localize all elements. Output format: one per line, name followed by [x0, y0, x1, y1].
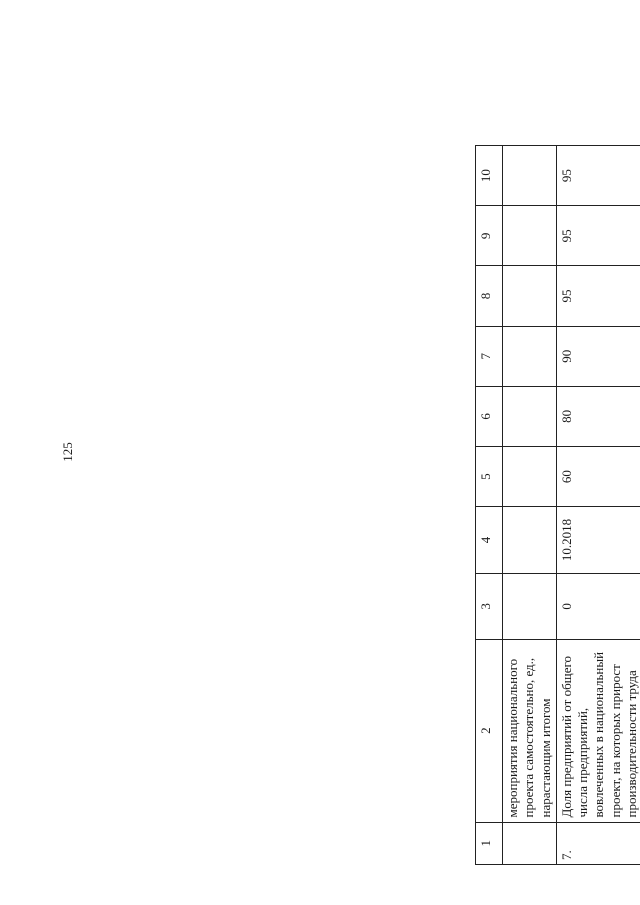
row-num: 7.	[556, 822, 640, 864]
cell-value: 95	[556, 146, 640, 206]
col-num-3: 3	[476, 573, 503, 639]
col-num-7: 7	[476, 326, 503, 386]
indicators-table-continued	[475, 145, 640, 865]
row-num	[503, 822, 557, 864]
page-number: 125	[60, 442, 75, 462]
col-num-5: 5	[476, 447, 503, 507]
table-row	[503, 146, 557, 865]
cell-value: 10.2018	[556, 507, 640, 574]
row-text: Доля предприятий от общего числа предприятий, вовлеченных в национальный проект, на которых прирост производительности труда	[556, 639, 640, 822]
cell-value: 0	[556, 573, 640, 639]
table-row	[556, 146, 640, 865]
col-num-1: 1	[476, 822, 503, 864]
col-num-6: 6	[476, 386, 503, 446]
col-num-10: 10	[476, 146, 503, 206]
cell-value: 80	[556, 386, 640, 446]
col-num-8: 8	[476, 266, 503, 326]
cell-value: 95	[556, 206, 640, 266]
cell-value: 60	[556, 447, 640, 507]
cell-value: 90	[556, 326, 640, 386]
table-header-row	[476, 146, 503, 865]
col-num-4: 4	[476, 507, 503, 574]
rotated-page-content	[475, 35, 640, 875]
col-num-2: 2	[476, 639, 503, 822]
row-text: мероприятия национального проекта самостоятельно, ед., нарастающим итогом	[503, 639, 557, 822]
cell-value: 95	[556, 266, 640, 326]
col-num-9: 9	[476, 206, 503, 266]
